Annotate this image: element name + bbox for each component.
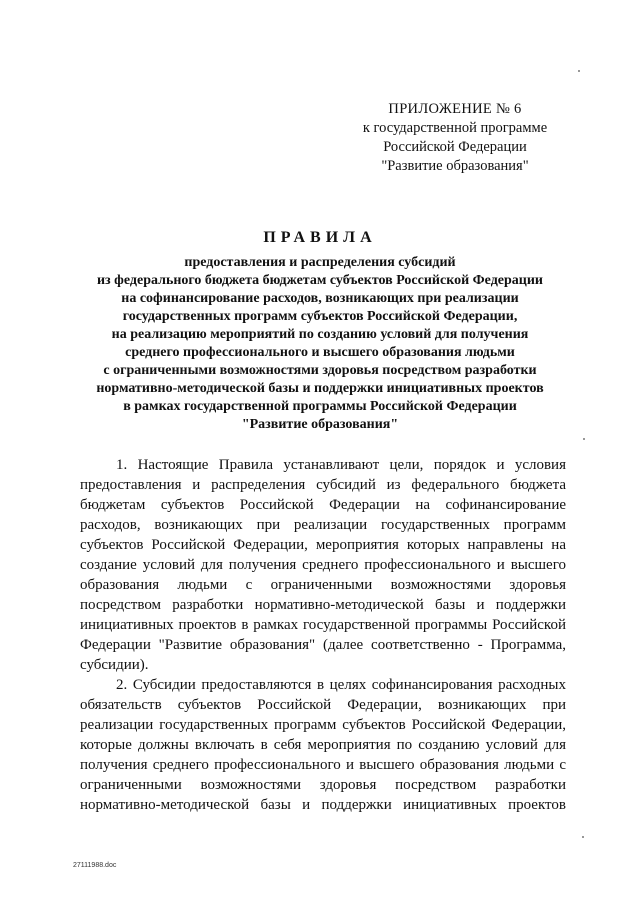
subtitle-line: среднего профессионального и высшего образования людьми bbox=[125, 345, 515, 360]
paragraph-2-line: ограниченными возможностями здоровья посредством разработки bbox=[80, 777, 566, 793]
paragraph-1-line: предоставления и распределения субсидий из федерального бюджета bbox=[80, 477, 566, 493]
paragraph-1-line: инициативных проектов в рамках государственной программы Российской bbox=[80, 617, 566, 633]
appendix-number: ПРИЛОЖЕНИЕ № 6 bbox=[388, 101, 522, 117]
paragraph-1-line: 1. Настоящие Правила устанавливают цели, порядок и условия bbox=[116, 457, 566, 473]
paragraph-1-line: посредством разработки нормативно-методической базы и поддержки bbox=[80, 597, 566, 613]
paragraph-2-line: нормативно-методической базы и поддержки инициативных проектов bbox=[80, 797, 566, 813]
paragraph-2-line: получения среднего профессионального и высшего образования людьми с bbox=[80, 757, 566, 773]
paragraph-2-line: обязательств субъектов Российской Федерации, возникающих при bbox=[80, 697, 566, 713]
paragraph-2-line: которые должны включать в себя мероприятия по созданию условий для bbox=[80, 737, 566, 753]
subtitle-line: в рамках государственной программы Российской Федерации bbox=[123, 399, 517, 414]
paragraph-1-line: субсидии). bbox=[80, 657, 149, 673]
paragraph-1-line: расходов, возникающих при реализации государственных программ bbox=[80, 517, 566, 533]
footer-file-reference: 27111988.doc bbox=[73, 862, 117, 869]
scan-speck bbox=[583, 438, 585, 440]
appendix-program-ref: к государственной программе bbox=[362, 120, 548, 136]
subtitle-line: государственных программ субъектов Российской Федерации, bbox=[122, 309, 518, 324]
paragraph-1-line: бюджетам субъектов Российской Федерации на софинансирование bbox=[80, 497, 566, 513]
paragraph-2-line: реализации государственных программ субъектов Российской Федерации, bbox=[80, 717, 566, 733]
paragraph-1-line: субъектов Российской Федерации, мероприятия которых направлены на bbox=[80, 537, 566, 553]
scan-speck bbox=[582, 836, 584, 838]
document-title: ПРАВИЛА bbox=[263, 229, 377, 246]
scan-speck bbox=[578, 70, 580, 72]
subtitle-line: нормативно-методической базы и поддержки инициативных проектов bbox=[96, 381, 544, 396]
subtitle-line: с ограниченными возможностями здоровья посредством разработки bbox=[103, 363, 537, 378]
subtitle-line: "Развитие образования" bbox=[241, 417, 399, 432]
subtitle-line: предоставления и распределения субсидий bbox=[184, 255, 456, 270]
subtitle-line: на реализацию мероприятий по созданию условий для получения bbox=[111, 327, 529, 342]
paragraph-2-line: 2. Субсидии предоставляются в целях софинансирования расходных bbox=[116, 677, 566, 693]
appendix-country: Российской Федерации bbox=[383, 139, 527, 155]
subtitle-line: из федерального бюджета бюджетам субъектов Российской Федерации bbox=[96, 273, 543, 288]
subtitle-line: на софинансирование расходов, возникающих при реализации bbox=[121, 291, 519, 306]
paragraph-1-line: Федерации "Развитие образования" (далее соответственно - Программа, bbox=[80, 637, 566, 653]
appendix-program-name: "Развитие образования" bbox=[381, 158, 529, 174]
paragraph-1-line: образования людьми с ограниченными возможностями здоровья bbox=[80, 577, 566, 593]
paragraph-1-line: создание условий для получения среднего профессионального и высшего bbox=[80, 557, 566, 573]
